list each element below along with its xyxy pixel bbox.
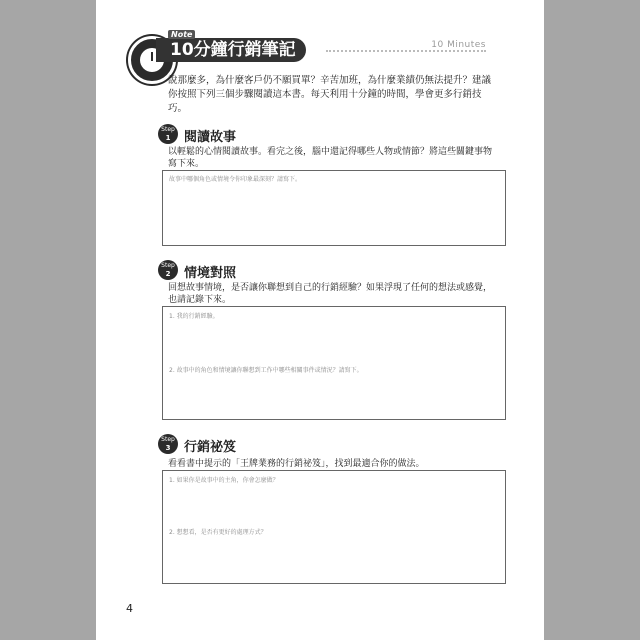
step-1-writing-box[interactable] (162, 170, 506, 246)
step-3-prompt-1: 1. 如果你是故事中的主角，你會怎麼做？ (169, 477, 279, 484)
step-2-prompt-1: 1. 我的行銷經驗。 (169, 313, 219, 320)
step-2-description: 回想故事情境，是否讓你聯想到自己的行銷經驗？如果浮現了任何的想法或感覺，也請記錄下來。 (168, 283, 493, 305)
step-1-title: 閱讀故事 (184, 130, 237, 145)
page-title: 10分鐘行銷筆記 (156, 38, 306, 62)
step-2-prompt-2: 2. 故事中的角色和情境讓你聯想到工作中哪些相關事件或情況？請寫下。 (169, 367, 363, 374)
step-3-badge: Step 3 (158, 434, 178, 454)
minutes-label: 10 Minutes (431, 40, 486, 50)
notebook-page (96, 0, 544, 640)
step-3-prompt-2: 2. 想想看，是否有更好的處理方式？ (169, 529, 267, 536)
step-2-writing-box[interactable] (162, 306, 506, 420)
step-3-writing-box[interactable] (162, 470, 506, 584)
divider (326, 50, 486, 52)
step-1-prompt: 故事中哪個角色或情境令你印象最深刻？請寫下。 (169, 176, 302, 183)
intro-text: 說那麼多，為什麼客戶仍不願買單？辛苦加班，為什麼業績仍無法提升？建議你按照下列三個步驟閱讀這本書。每天利用十分鐘的時間，學會更多行銷技巧。 (168, 75, 492, 114)
step-1-badge: Step 1 (158, 124, 178, 144)
step-2-title: 情境對照 (184, 266, 237, 281)
step-2-badge: Step 2 (158, 260, 178, 280)
step-3-description: 看看書中提示的「王牌業務的行銷祕笈」，找到最適合你的做法。 (168, 459, 425, 469)
page-number: 4 (126, 602, 133, 615)
step-3-title: 行銷祕笈 (184, 440, 237, 455)
step-1-description: 以輕鬆的心情閱讀故事。看完之後，腦中還記得哪些人物或情節？將這些關鍵事物寫下來。 (168, 147, 493, 169)
note-label: Note (168, 30, 195, 39)
